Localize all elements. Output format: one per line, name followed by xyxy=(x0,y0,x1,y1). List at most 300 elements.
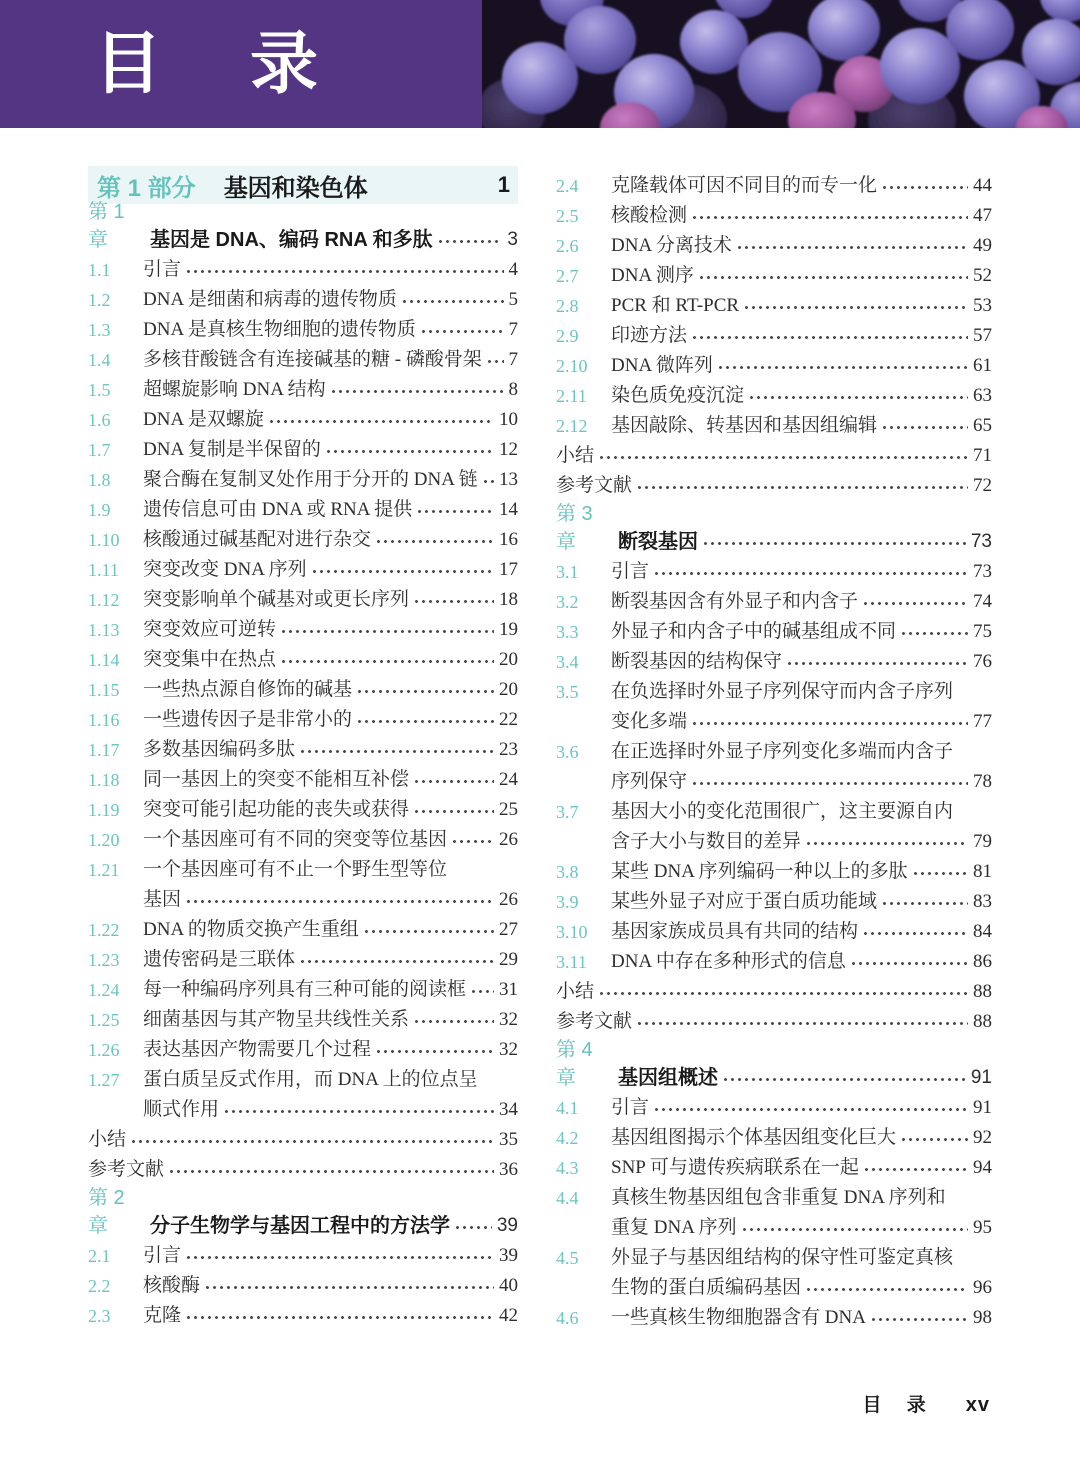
entry-title: 克隆载体可因不同目的而专一化 xyxy=(611,175,878,196)
entry-title: 引言 xyxy=(611,561,650,582)
dot-leader xyxy=(482,464,494,494)
header-banner xyxy=(0,0,1080,128)
section-number: 第 3 章 xyxy=(556,503,593,553)
dot-leader xyxy=(420,314,504,344)
section-number: 1.20 xyxy=(88,830,120,850)
dot-leader xyxy=(741,1212,968,1242)
page-number: 17 xyxy=(499,559,518,580)
entry-title: 某些外显子对应于蛋白质功能域 xyxy=(611,891,878,912)
dot-leader xyxy=(691,766,968,796)
page-number: 14 xyxy=(499,499,518,520)
toc-entry-row xyxy=(88,434,518,464)
toc-chapter-row xyxy=(556,503,992,556)
section-gap xyxy=(556,1036,992,1062)
entry-title: 基因家族成员具有共同的结构 xyxy=(611,921,859,942)
section-number: 1.9 xyxy=(88,500,111,520)
section-number: 1.1 xyxy=(88,260,111,280)
page-number: 92 xyxy=(973,1127,992,1148)
section-number: 1.12 xyxy=(88,590,120,610)
page-number: 98 xyxy=(973,1307,992,1328)
dot-leader xyxy=(743,290,968,320)
entry-title: DNA 是真核生物细胞的遗传物质 xyxy=(143,319,416,340)
toc-entry-row xyxy=(88,824,518,854)
page-number: 83 xyxy=(973,891,992,912)
toc-column-right xyxy=(556,166,992,1332)
entry-title: 断裂基因含有外显子和内含子 xyxy=(611,591,859,612)
entry-title: DNA 复制是半保留的 xyxy=(143,439,321,460)
page-number: 25 xyxy=(499,799,518,820)
toc-entry-row xyxy=(556,1152,992,1182)
dot-leader xyxy=(375,524,494,554)
page-number: 44 xyxy=(973,175,992,196)
page-number: 12 xyxy=(499,439,518,460)
toc-column-left xyxy=(88,166,518,1330)
section-number: 3.7 xyxy=(556,802,579,822)
page-number: 29 xyxy=(499,949,518,970)
section-number: 2.2 xyxy=(88,1276,111,1296)
dot-leader xyxy=(185,884,494,914)
toc-entry-row xyxy=(556,470,992,500)
toc-entry-row xyxy=(88,854,518,884)
dot-leader xyxy=(299,734,494,764)
section-number: 1.15 xyxy=(88,680,120,700)
entry-title: 参考文献 xyxy=(556,475,633,496)
entry-title: 重复 DNA 序列 xyxy=(611,1217,737,1238)
toc-entry-row xyxy=(556,1302,992,1332)
entry-title: 表达基因产物需要几个过程 xyxy=(143,1039,372,1060)
page-title-char-2: 录 xyxy=(250,26,319,102)
entry-title: 印迹方法 xyxy=(611,325,688,346)
page-number: 65 xyxy=(973,415,992,436)
dot-leader xyxy=(881,170,968,200)
dot-leader xyxy=(185,254,503,284)
page-number: 18 xyxy=(499,589,518,610)
entry-title: 真核生物基因组包含非重复 DNA 序列和 xyxy=(611,1187,946,1208)
page-number: 5 xyxy=(508,289,518,310)
toc-entry-row xyxy=(88,734,518,764)
dot-leader xyxy=(168,1154,494,1184)
entry-title: 基因是 DNA、编码 RNA 和多肽 xyxy=(150,229,433,251)
section-number: 2.4 xyxy=(556,176,579,196)
page-number: 35 xyxy=(499,1129,518,1150)
toc-entry-row xyxy=(88,764,518,794)
section-number: 1.21 xyxy=(88,860,120,880)
dot-leader xyxy=(598,976,968,1006)
page-number: 52 xyxy=(973,265,992,286)
toc-entry-row xyxy=(88,914,518,944)
toc-entry-row xyxy=(556,586,992,616)
dot-leader xyxy=(268,404,494,434)
section-number: 4.3 xyxy=(556,1158,579,1178)
toc-entry-row xyxy=(88,614,518,644)
section-number: 3.4 xyxy=(556,652,579,672)
page-number: 8 xyxy=(508,379,518,400)
footer-section-label: 目 录 xyxy=(862,1395,936,1416)
toc-entry-row xyxy=(556,170,992,200)
entry-title: 小结 xyxy=(556,981,595,1002)
entry-title: DNA 是双螺旋 xyxy=(143,409,264,430)
dot-leader xyxy=(636,1006,968,1036)
page-number: 32 xyxy=(499,1039,518,1060)
section-gap xyxy=(556,500,992,526)
toc-entry-row xyxy=(88,974,518,1004)
page-number: 7 xyxy=(508,349,518,370)
page-number: 91 xyxy=(970,1067,992,1088)
page-number: 53 xyxy=(973,295,992,316)
toc-entry-row xyxy=(556,766,992,796)
section-number: 2.12 xyxy=(556,416,588,436)
toc-entry-row xyxy=(88,254,518,284)
page-number: 31 xyxy=(499,979,518,1000)
section-number: 第 1 章 xyxy=(88,201,125,251)
toc-entry-row xyxy=(556,796,992,826)
entry-title: 同一基因上的突变不能相互补偿 xyxy=(143,769,410,790)
entry-title: 参考文献 xyxy=(88,1159,165,1180)
toc-entry-row xyxy=(556,646,992,676)
section-number: 1.26 xyxy=(88,1040,120,1060)
toc-entry-row xyxy=(88,884,518,914)
section-number: 1.5 xyxy=(88,380,111,400)
page-number: 91 xyxy=(973,1097,992,1118)
section-number: 1.19 xyxy=(88,800,120,820)
entry-title: DNA 微阵列 xyxy=(611,355,713,376)
section-number: 4.5 xyxy=(556,1248,579,1268)
section-number: 1.24 xyxy=(88,980,120,1000)
section-number: 2.7 xyxy=(556,266,579,286)
dot-leader xyxy=(454,1210,492,1240)
page-number: 81 xyxy=(973,861,992,882)
footer-page-number: xv xyxy=(965,1394,990,1416)
page-number: 72 xyxy=(973,475,992,496)
section-number: 第 4 章 xyxy=(556,1039,593,1089)
dot-leader xyxy=(881,410,968,440)
page-number: 22 xyxy=(499,709,518,730)
toc-entry-row xyxy=(88,584,518,614)
toc-entry-row xyxy=(88,404,518,434)
dot-leader xyxy=(311,554,494,584)
dot-leader xyxy=(401,284,504,314)
entry-title: 每一种编码序列具有三种可能的阅读框 xyxy=(143,979,467,1000)
page-number: 49 xyxy=(973,235,992,256)
entry-title: 含子大小与数目的差异 xyxy=(611,831,802,852)
toc-chapter-row xyxy=(556,1039,992,1092)
entry-title: 变化多端 xyxy=(611,711,688,732)
section-number: 2.5 xyxy=(556,206,579,226)
entry-title: 多数基因编码多肽 xyxy=(143,739,296,760)
page-number: 39 xyxy=(499,1245,518,1266)
section-number: 2.9 xyxy=(556,326,579,346)
entry-title: 突变效应可逆转 xyxy=(143,619,277,640)
entry-title: SNP 可与遗传疾病联系在一起 xyxy=(611,1157,859,1178)
dot-leader xyxy=(717,350,968,380)
dot-leader xyxy=(862,586,968,616)
entry-title: 一些热点源自修饰的碱基 xyxy=(143,679,353,700)
dot-leader xyxy=(900,616,968,646)
section-number: 1.3 xyxy=(88,320,111,340)
dot-leader xyxy=(325,434,494,464)
entry-title: DNA 测序 xyxy=(611,265,694,286)
dot-leader xyxy=(486,344,504,374)
entry-title: 多核苷酸链含有连接碱基的糖 - 磷酸骨架 xyxy=(143,349,482,370)
page-number: 36 xyxy=(499,1159,518,1180)
page-number: 20 xyxy=(499,649,518,670)
section-number: 1.4 xyxy=(88,350,111,370)
section-number: 1.2 xyxy=(88,290,111,310)
section-number: 3.1 xyxy=(556,562,579,582)
page-number: 73 xyxy=(973,561,992,582)
toc-entry-row xyxy=(88,674,518,704)
toc-chapter-row xyxy=(88,201,518,254)
dot-leader xyxy=(786,646,968,676)
section-number: 3.8 xyxy=(556,862,579,882)
dot-leader xyxy=(850,946,968,976)
dot-leader xyxy=(598,440,968,470)
entry-title: 生物的蛋白质编码基因 xyxy=(611,1277,802,1298)
entry-title: 在正选择时外显子序列变化多端而内含子 xyxy=(611,741,954,762)
dot-leader xyxy=(736,230,968,260)
toc-entry-row xyxy=(556,1182,992,1212)
page-number: 71 xyxy=(973,445,992,466)
toc-entry-row xyxy=(88,374,518,404)
part-header xyxy=(88,166,518,204)
section-number: 2.3 xyxy=(88,1306,111,1326)
dot-leader xyxy=(437,224,503,254)
toc-entry-row xyxy=(556,1122,992,1152)
dot-leader xyxy=(280,644,494,674)
part-page-number: 1 xyxy=(497,172,510,197)
part-title: 基因和染色体 xyxy=(223,174,368,202)
dot-leader xyxy=(356,674,494,704)
toc-entry-row xyxy=(88,1094,518,1124)
entry-title: 遗传密码是三联体 xyxy=(143,949,296,970)
page-number: 19 xyxy=(499,619,518,640)
entry-title: 突变改变 DNA 序列 xyxy=(143,559,307,580)
page-number: 79 xyxy=(973,831,992,852)
dot-leader xyxy=(356,704,494,734)
section-number: 1.8 xyxy=(88,470,111,490)
toc-entry-row xyxy=(556,1272,992,1302)
toc-entry-row xyxy=(556,380,992,410)
entry-title: 细菌基因与其产物呈共线性关系 xyxy=(143,1009,410,1030)
section-gap xyxy=(88,1184,518,1210)
page-number: 88 xyxy=(973,981,992,1002)
toc-entry-row xyxy=(88,1034,518,1064)
dot-leader xyxy=(413,764,494,794)
page-title-char-1: 目 xyxy=(94,26,163,102)
section-number: 1.23 xyxy=(88,950,120,970)
entry-title: 核酸酶 xyxy=(143,1275,201,1296)
entry-title: DNA 中存在多种形式的信息 xyxy=(611,951,846,972)
page-number: 39 xyxy=(496,1215,518,1236)
entry-title: 顺式作用 xyxy=(143,1099,220,1120)
cells-photo xyxy=(482,0,1080,128)
page-number: 77 xyxy=(973,711,992,732)
section-number: 3.6 xyxy=(556,742,579,762)
toc-entry-row xyxy=(556,676,992,706)
entry-title: 一个基因座可有不止一个野生型等位 xyxy=(143,859,448,880)
toc-entry-row xyxy=(88,464,518,494)
toc-entry-row xyxy=(88,554,518,584)
dot-leader xyxy=(805,1272,968,1302)
entry-title: 外显子和内含子中的碱基组成不同 xyxy=(611,621,897,642)
page-number: 24 xyxy=(499,769,518,790)
page-number: 78 xyxy=(973,771,992,792)
entry-title: 基因大小的变化范围很广，这主要源自内 xyxy=(611,801,954,822)
section-number: 1.11 xyxy=(88,560,119,580)
section-number: 3.9 xyxy=(556,892,579,912)
entry-title: 突变影响单个碱基对或更长序列 xyxy=(143,589,410,610)
section-number: 1.13 xyxy=(88,620,120,640)
entry-title: 外显子与基因组结构的保守性可鉴定真核 xyxy=(611,1247,954,1268)
toc-entry-row xyxy=(88,794,518,824)
entry-title: DNA 是细菌和病毒的遗传物质 xyxy=(143,289,397,310)
entry-title: 某些 DNA 序列编码一种以上的多肽 xyxy=(611,861,908,882)
entry-title: 小结 xyxy=(556,445,595,466)
section-number: 1.7 xyxy=(88,440,111,460)
part-label: 第 1 部分 xyxy=(97,174,196,202)
page-number: 26 xyxy=(499,889,518,910)
toc-entry-row xyxy=(556,616,992,646)
toc-entry-row xyxy=(556,290,992,320)
entry-title: PCR 和 RT-PCR xyxy=(611,295,740,316)
entry-title: DNA 分离技术 xyxy=(611,235,732,256)
toc-entry-row xyxy=(556,856,992,886)
entry-title: 克隆 xyxy=(143,1305,182,1326)
entry-title: 基因敲除、转基因和基因组编辑 xyxy=(611,415,878,436)
page-number: 63 xyxy=(973,385,992,406)
dot-leader xyxy=(470,974,494,1004)
dot-leader xyxy=(330,374,504,404)
page-number: 20 xyxy=(499,679,518,700)
toc-chapter-row xyxy=(88,1187,518,1240)
dot-leader xyxy=(900,1122,968,1152)
dot-leader xyxy=(805,826,968,856)
toc-entry-row xyxy=(88,1004,518,1034)
dot-leader xyxy=(691,200,968,230)
page-number: 61 xyxy=(973,355,992,376)
page-number: 7 xyxy=(508,319,518,340)
entry-title: 分子生物学与基因工程中的方法学 xyxy=(150,1215,450,1237)
dot-leader xyxy=(130,1124,494,1154)
toc-entry-row xyxy=(556,410,992,440)
entry-title: 一个基因座可有不同的突变等位基因 xyxy=(143,829,448,850)
dot-leader xyxy=(863,1152,968,1182)
page-number: 3 xyxy=(507,229,518,250)
toc-entry-row xyxy=(556,736,992,766)
toc-entry-row xyxy=(556,826,992,856)
section-number: 4.1 xyxy=(556,1098,579,1118)
section-number: 3.3 xyxy=(556,622,579,642)
entry-title: 核酸检测 xyxy=(611,205,688,226)
toc-entry-row xyxy=(556,1092,992,1122)
dot-leader xyxy=(636,470,968,500)
entry-title: 断裂基因的结构保守 xyxy=(611,651,783,672)
section-number: 4.6 xyxy=(556,1308,579,1328)
entry-title: 聚合酶在复制叉处作用于分开的 DNA 链 xyxy=(143,469,478,490)
section-number: 第 2 章 xyxy=(88,1187,125,1237)
dot-leader xyxy=(881,886,968,916)
section-number: 1.14 xyxy=(88,650,120,670)
page-number: 76 xyxy=(973,651,992,672)
section-number: 1.6 xyxy=(88,410,111,430)
section-number: 1.22 xyxy=(88,920,120,940)
toc-entry-row xyxy=(88,284,518,314)
dot-leader xyxy=(691,320,968,350)
section-number: 1.16 xyxy=(88,710,120,730)
toc-entry-row xyxy=(88,644,518,674)
dot-leader xyxy=(722,1062,966,1092)
toc-entry-row xyxy=(556,976,992,1006)
section-number: 3.11 xyxy=(556,952,587,972)
toc-entry-row xyxy=(88,314,518,344)
section-number: 1.10 xyxy=(88,530,120,550)
entry-title: 断裂基因 xyxy=(618,531,698,553)
dot-leader xyxy=(375,1034,494,1064)
dot-leader xyxy=(204,1270,494,1300)
section-number: 2.10 xyxy=(556,356,588,376)
page-number: 34 xyxy=(499,1099,518,1120)
section-number: 3.2 xyxy=(556,592,579,612)
toc-entry-row xyxy=(556,916,992,946)
toc-entry-row xyxy=(88,524,518,554)
entry-title: 核酸通过碱基配对进行杂交 xyxy=(143,529,372,550)
toc-entry-row xyxy=(556,946,992,976)
toc-entry-row xyxy=(556,350,992,380)
toc-entry-row xyxy=(556,1242,992,1272)
section-number: 4.4 xyxy=(556,1188,579,1208)
dot-leader xyxy=(451,824,494,854)
page-number: 23 xyxy=(499,739,518,760)
page-number: 95 xyxy=(973,1217,992,1238)
dot-leader xyxy=(299,944,494,974)
entry-title: 序列保守 xyxy=(611,771,688,792)
entry-title: DNA 的物质交换产生重组 xyxy=(143,919,359,940)
toc-entry-row xyxy=(556,706,992,736)
section-number: 2.11 xyxy=(556,386,587,406)
page-number: 86 xyxy=(973,951,992,972)
entry-title: 基因 xyxy=(143,889,182,910)
entry-title: 蛋白质呈反式作用，而 DNA 上的位点呈 xyxy=(143,1069,478,1090)
toc-entry-row xyxy=(88,494,518,524)
toc-entry-row xyxy=(556,260,992,290)
page-number: 26 xyxy=(499,829,518,850)
page-number: 16 xyxy=(499,529,518,550)
page-number: 42 xyxy=(499,1305,518,1326)
dot-leader xyxy=(363,914,494,944)
section-number: 1.27 xyxy=(88,1070,120,1090)
page-number: 13 xyxy=(499,469,518,490)
dot-leader xyxy=(413,584,494,614)
page-number: 96 xyxy=(973,1277,992,1298)
section-number: 2.8 xyxy=(556,296,579,316)
page-number: 75 xyxy=(973,621,992,642)
toc-entry-row xyxy=(556,440,992,470)
page-number: 74 xyxy=(973,591,992,612)
entry-title: 遗传信息可由 DNA 或 RNA 提供 xyxy=(143,499,413,520)
entry-title: 超螺旋影响 DNA 结构 xyxy=(143,379,326,400)
entry-title: 参考文献 xyxy=(556,1011,633,1032)
page-number: 94 xyxy=(973,1157,992,1178)
dot-leader xyxy=(702,526,966,556)
dot-leader xyxy=(280,614,494,644)
entry-title: 突变集中在热点 xyxy=(143,649,277,670)
entry-title: 一些遗传因子是非常小的 xyxy=(143,709,353,730)
toc-entry-row xyxy=(556,200,992,230)
entry-title: 引言 xyxy=(143,1245,182,1266)
toc-entry-row xyxy=(88,1240,518,1270)
section-number: 1.17 xyxy=(88,740,120,760)
toc-entry-row xyxy=(556,886,992,916)
